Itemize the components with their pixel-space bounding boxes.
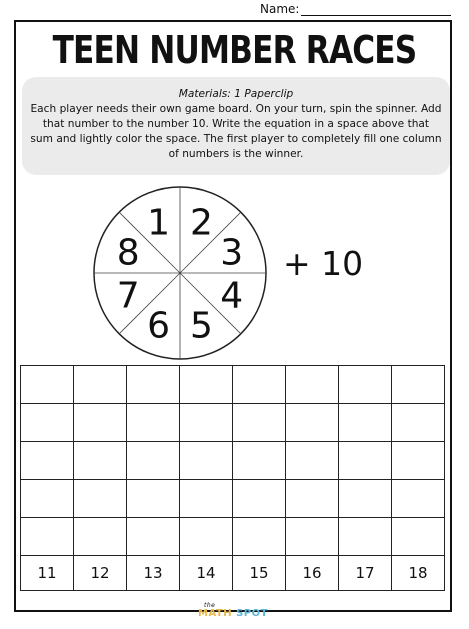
board-cell[interactable] — [392, 518, 445, 556]
spinner-number: 1 — [147, 202, 171, 244]
board-cell[interactable] — [180, 366, 233, 404]
board-cell[interactable] — [392, 366, 445, 404]
board-cell[interactable] — [392, 480, 445, 518]
board-cell[interactable] — [339, 404, 392, 442]
board-cell[interactable] — [233, 442, 286, 480]
name-line[interactable] — [301, 15, 451, 16]
sum-cell: 16 — [286, 556, 339, 591]
sum-cell: 12 — [74, 556, 127, 591]
logo-the: the — [204, 602, 216, 609]
board-row — [21, 366, 445, 404]
logo-math: MATH — [198, 608, 233, 619]
board-cell[interactable] — [127, 480, 180, 518]
spinner-number: 4 — [220, 275, 244, 317]
board-cell[interactable] — [339, 442, 392, 480]
spinner-number: 7 — [116, 275, 140, 317]
math-spot-logo — [198, 602, 268, 619]
board-cell[interactable] — [21, 366, 74, 404]
board-cell[interactable] — [74, 366, 127, 404]
board-row — [21, 404, 445, 442]
board-cell[interactable] — [127, 518, 180, 556]
sum-cell: 13 — [127, 556, 180, 591]
materials-text: Materials: 1 Paperclip — [178, 88, 294, 100]
board-cell[interactable] — [286, 442, 339, 480]
board-cell[interactable] — [233, 366, 286, 404]
plus-ten-label: + 10 — [283, 244, 364, 283]
board-cell[interactable] — [127, 366, 180, 404]
instructions-text: Each player needs their own game board. On your turn, spin the spinner. Add that number to the number 10. Write the equation in a space above that sum and lightly color the space. The first player to completely fill one column of numbers is the winner. — [30, 103, 442, 160]
board-cell[interactable] — [21, 518, 74, 556]
board-cell[interactable] — [233, 518, 286, 556]
sums-row — [21, 556, 445, 591]
sum-cell: 18 — [392, 556, 445, 591]
board-cell[interactable] — [127, 442, 180, 480]
game-board — [20, 365, 445, 591]
board-cell[interactable] — [286, 518, 339, 556]
board-cell[interactable] — [339, 518, 392, 556]
board-cell[interactable] — [392, 442, 445, 480]
sum-cell: 17 — [339, 556, 392, 591]
board-cell[interactable] — [286, 480, 339, 518]
board-cell[interactable] — [127, 404, 180, 442]
spinner-number: 3 — [220, 232, 244, 274]
spinner-number: 2 — [189, 202, 213, 244]
spinner[interactable] — [92, 185, 268, 361]
board-cell[interactable] — [233, 404, 286, 442]
board-cell[interactable] — [74, 480, 127, 518]
board-cell[interactable] — [339, 366, 392, 404]
board-cell[interactable] — [21, 442, 74, 480]
instructions-box — [22, 77, 450, 175]
board-cell[interactable] — [74, 442, 127, 480]
name-label: Name: — [260, 2, 300, 16]
board-cell[interactable] — [180, 518, 233, 556]
board-cell[interactable] — [286, 404, 339, 442]
board-cell[interactable] — [233, 480, 286, 518]
board-cell[interactable] — [74, 518, 127, 556]
board-cell[interactable] — [339, 480, 392, 518]
board-cell[interactable] — [392, 404, 445, 442]
sum-cell: 14 — [180, 556, 233, 591]
board-row — [21, 518, 445, 556]
sum-cell: 11 — [21, 556, 74, 591]
board-cell[interactable] — [74, 404, 127, 442]
board-cell[interactable] — [21, 480, 74, 518]
board-cell[interactable] — [180, 442, 233, 480]
sum-cell: 15 — [233, 556, 286, 591]
spinner-number: 5 — [189, 305, 213, 347]
board-row — [21, 442, 445, 480]
board-row — [21, 480, 445, 518]
board-cell[interactable] — [21, 404, 74, 442]
spinner-number: 6 — [147, 305, 171, 347]
page-title: TEEN NUMBER RACES — [52, 28, 417, 72]
board-cell[interactable] — [180, 404, 233, 442]
spinner-number: 8 — [116, 232, 140, 274]
logo-spot: SPOT — [236, 608, 268, 619]
board-cell[interactable] — [180, 480, 233, 518]
board-cell[interactable] — [286, 366, 339, 404]
